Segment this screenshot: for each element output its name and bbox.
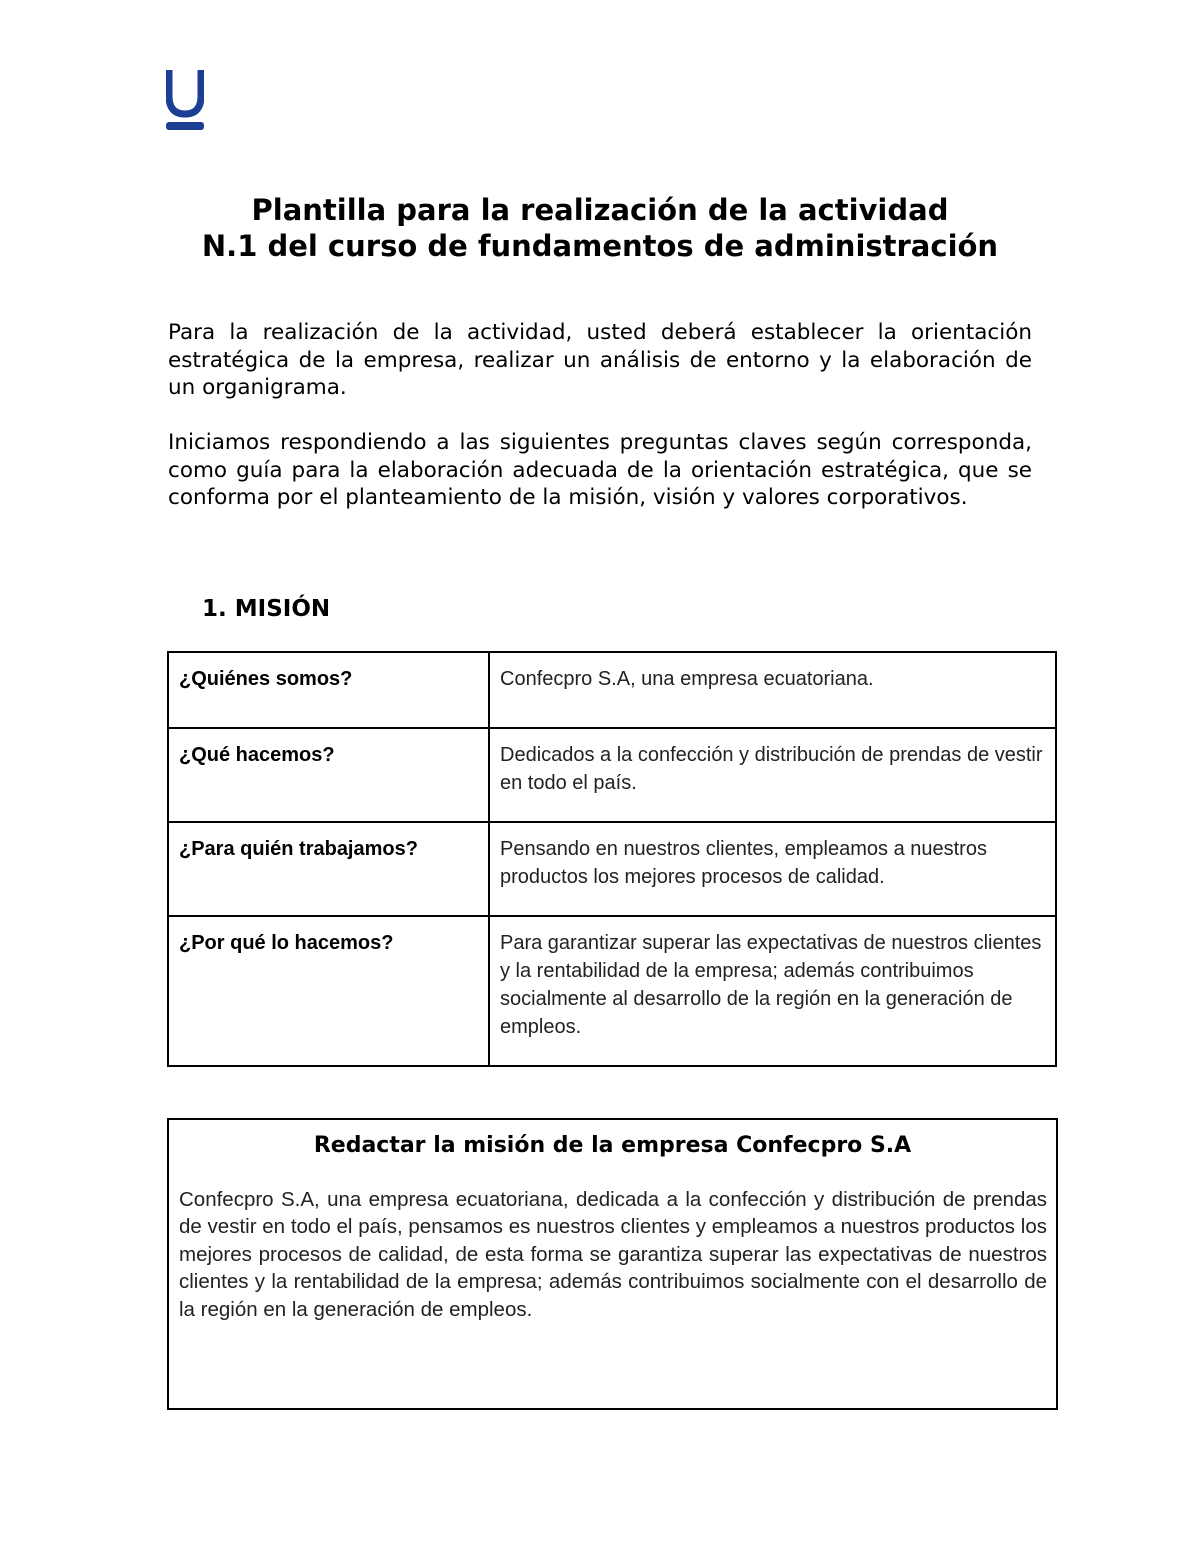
- table-row: [168, 822, 1056, 916]
- question-cell: ¿Por qué lo hacemos?: [168, 916, 489, 1066]
- answer-cell[interactable]: Confecpro S.A, una empresa ecuatoriana.: [489, 652, 1056, 728]
- table-row: [168, 916, 1056, 1066]
- intro-paragraph-2: Iniciamos respondiendo a las siguientes preguntas claves según corresponda, como guía para la elaboración adecuada de la orientación estratégica, que se conforma por el planteamiento de la misión, visión y valores corporativos.: [168, 430, 1032, 510]
- answer-cell[interactable]: Dedicados a la confección y distribución de prendas de vestir en todo el país.: [489, 728, 1056, 822]
- section-heading-mision: 1. MISIÓN: [202, 596, 331, 622]
- document-title-line-1: Plantilla para la realización de la actividad: [251, 193, 949, 227]
- table-row: [168, 728, 1056, 822]
- table-row: [168, 652, 1056, 728]
- answer-cell[interactable]: Para garantizar superar las expectativas de nuestros clientes y la rentabilidad de la empresa; además contribuimos socialmente al desarrollo de la región en la generación de empleos.: [489, 916, 1056, 1066]
- document-title: [166, 192, 1034, 264]
- mision-statement-text[interactable]: Confecpro S.A, una empresa ecuatoriana, dedicada a la confección y distribución de prendas de vestir en todo el país, pensamos es nuestros clientes y empleamos a nuestros productos los mejores procesos de calidad, de esta forma se garantiza superar las expectativas de nuestros clientes y la rentabilidad de la empresa; además contribuimos socialmente con el desarrollo de la región en la generación de empleos.: [179, 1188, 1047, 1321]
- answer-cell[interactable]: Pensando en nuestros clientes, empleamos a nuestros productos los mejores procesos de calidad.: [489, 822, 1056, 916]
- document-title-line-2: N.1 del curso de fundamentos de administración: [201, 229, 999, 263]
- question-cell: ¿Qué hacemos?: [168, 728, 489, 822]
- u-letter-logo-icon: [166, 70, 204, 132]
- question-cell: ¿Quiénes somos?: [168, 652, 489, 728]
- mision-questions-table: [167, 651, 1057, 1067]
- mision-statement-box: [167, 1118, 1058, 1410]
- intro-paragraph-1: Para la realización de la actividad, usted deberá establecer la orientación estratégica de la empresa, realizar un análisis de entorno y la elaboración de un organigrama.: [168, 320, 1032, 400]
- mision-statement-title: Redactar la misión de la empresa Confecpro S.A: [313, 1133, 912, 1158]
- question-cell: ¿Para quién trabajamos?: [168, 822, 489, 916]
